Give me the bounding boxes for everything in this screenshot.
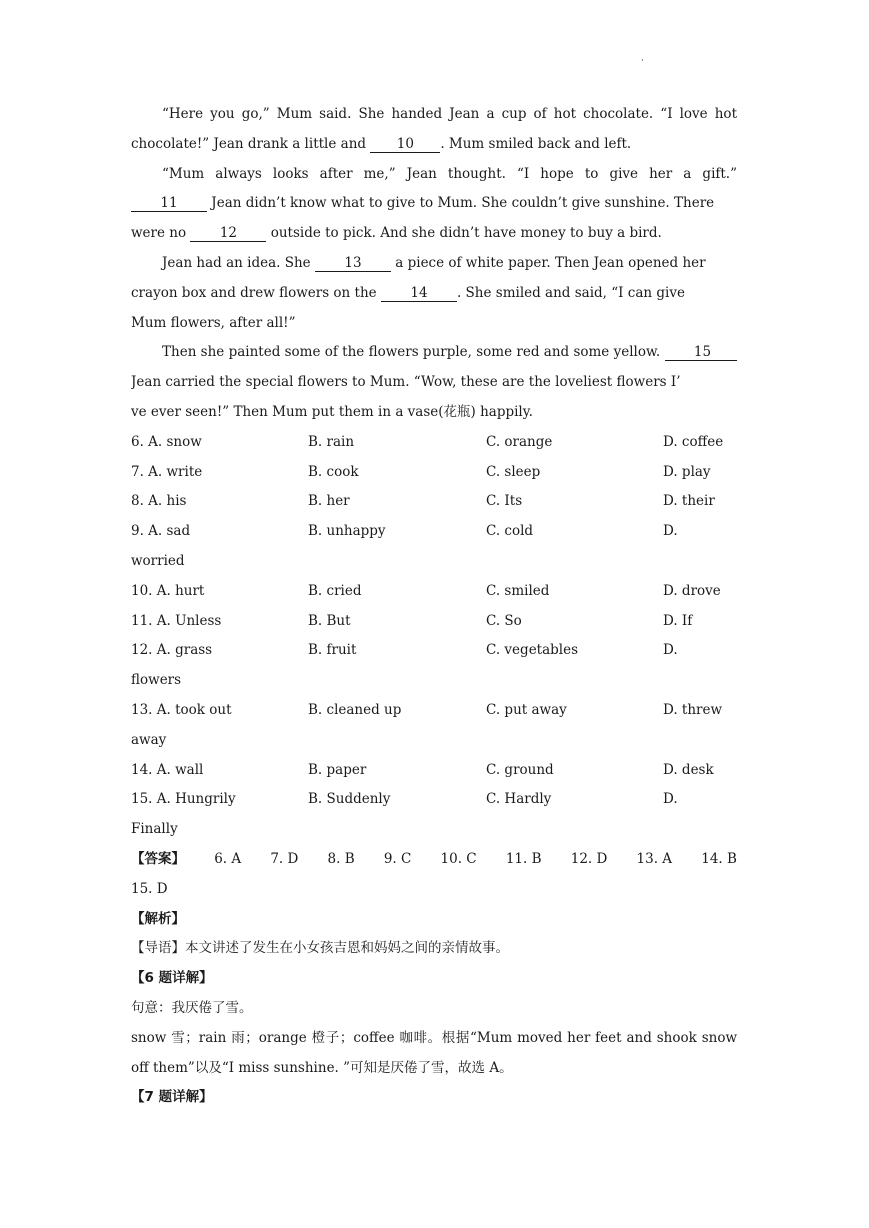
option-b: B. unhappy — [308, 523, 386, 540]
option-row — [131, 636, 737, 666]
option-c: C. put away — [486, 701, 567, 718]
answer-line — [131, 845, 737, 875]
answer-item: 8. B — [327, 850, 355, 867]
answer-item: 11. B — [505, 850, 542, 867]
option-d: D. coffee — [663, 433, 724, 450]
option-b: B. cried — [308, 582, 362, 599]
answer-item: 14. B — [701, 850, 737, 867]
blank-11: 11 — [131, 195, 207, 212]
passage-line: Then she painted some of the flowers purple, some red and some yellow. 15 — [131, 338, 737, 368]
q6-meaning: 句意：我厌倦了雪。 — [131, 999, 253, 1016]
option-b: B. fruit — [308, 642, 357, 659]
blank-13: 13 — [315, 255, 391, 272]
option-row — [131, 428, 737, 458]
blank-14: 14 — [381, 285, 457, 302]
answer-label: 【答案】 — [131, 850, 185, 867]
option-a: 8. A. his — [131, 493, 187, 510]
option-b: B. Suddenly — [308, 791, 391, 808]
option-d: D. their — [663, 493, 715, 510]
option-a: 14. A. wall — [131, 761, 204, 778]
option-row — [131, 577, 737, 607]
option-c: C. ground — [486, 761, 554, 778]
passage-line: “Mum always looks after me,” Jean thought. “I hope to give her a gift.” — [162, 165, 737, 182]
option-b: B. rain — [308, 433, 355, 450]
q6-explanation: off them”以及“I miss sunshine. ”可知是厌倦了雪，故选 A。 — [131, 1059, 513, 1076]
passage-line: were no 12 outside to pick. And she didn’t have money to buy a bird. — [131, 225, 662, 242]
option-a: 7. A. write — [131, 463, 203, 480]
passage-line: Mum flowers, after all!” — [131, 314, 296, 331]
option-a: 13. A. took out — [131, 701, 232, 718]
option-row — [131, 487, 737, 517]
option-b: B. cook — [308, 463, 359, 480]
passage-line: Jean carried the special flowers to Mum. “Wow, these are the loveliest flowers I’ — [131, 374, 681, 391]
option-a: 12. A. grass — [131, 642, 213, 659]
analysis-intro: 【导语】本文讲述了发生在小女孩吉恩和妈妈之间的亲情故事。 — [131, 940, 509, 957]
header-mark: · — [641, 56, 644, 66]
option-c: C. smiled — [486, 582, 550, 599]
q6-title: 【6 题详解】 — [131, 970, 213, 987]
answer-item: 13. A — [636, 850, 673, 867]
answer-item: 12. D — [570, 850, 608, 867]
option-a: 6. A. snow — [131, 433, 202, 450]
blank-10: 10 — [370, 136, 440, 153]
option-d-wrap: flowers — [131, 672, 182, 689]
passage-line: crayon box and drew flowers on the 14 . She smiled and said, “I can give — [131, 284, 685, 301]
option-a: 9. A. sad — [131, 523, 191, 540]
option-a: 10. A. hurt — [131, 582, 205, 599]
option-d: D. — [663, 791, 678, 808]
option-b: B. But — [308, 612, 351, 629]
answer-item: 15. D — [131, 880, 168, 897]
option-d-wrap: away — [131, 731, 167, 748]
option-c: C. orange — [486, 433, 553, 450]
option-b: B. paper — [308, 761, 367, 778]
option-d: D. drove — [663, 582, 721, 599]
passage-line: 11 Jean didn’t know what to give to Mum. She couldn’t give sunshine. There — [131, 189, 737, 219]
option-a: 11. A. Unless — [131, 612, 222, 629]
passage-line: ve ever seen!” Then Mum put them in a vase(花瓶) happily. — [131, 403, 533, 420]
answer-item: 10. C — [440, 850, 477, 867]
option-b: B. her — [308, 493, 350, 510]
option-c: C. Hardly — [486, 791, 552, 808]
blank-15: 15 — [665, 344, 738, 361]
option-row — [131, 785, 737, 815]
option-c: C. Its — [486, 493, 523, 510]
option-c: C. So — [486, 612, 522, 629]
option-d: D. — [663, 523, 678, 540]
option-row — [131, 607, 737, 637]
options-list — [131, 428, 737, 845]
q6-explanation: snow 雪；rain 雨；orange 橙子；coffee 咖啡。根据“Mum moved her feet and shook snow — [131, 1029, 737, 1046]
option-row — [131, 517, 737, 547]
passage-line: “Here you go,” Mum said. She handed Jean a cup of hot chocolate. “I love hot — [162, 106, 737, 122]
option-d: D. play — [663, 463, 711, 480]
option-d-wrap: Finally — [131, 821, 178, 838]
option-d: D. desk — [663, 761, 714, 778]
passage-line: Jean had an idea. She 13 a piece of white paper. Then Jean opened her — [162, 254, 706, 271]
option-row — [131, 458, 737, 488]
option-d-wrap: worried — [131, 552, 185, 569]
option-c: C. sleep — [486, 463, 541, 480]
answer-item: 7. D — [270, 850, 299, 867]
option-row — [131, 756, 737, 786]
passage-line: chocolate!” Jean drank a little and 10 . Mum smiled back and left. — [131, 135, 632, 152]
option-b: B. cleaned up — [308, 701, 402, 718]
analysis-title: 【解析】 — [131, 910, 185, 927]
option-c: C. cold — [486, 523, 534, 540]
option-d: D. If — [663, 612, 693, 629]
content — [131, 100, 737, 1113]
answer-item: 9. C — [383, 850, 412, 867]
q7-title: 【7 题详解】 — [131, 1089, 213, 1106]
option-row — [131, 696, 737, 726]
blank-12: 12 — [190, 225, 266, 242]
option-a: 15. A. Hungrily — [131, 791, 236, 808]
option-c: C. vegetables — [486, 642, 579, 659]
option-d: D. — [663, 642, 678, 659]
option-d: D. threw — [663, 701, 723, 718]
answer-item: 6. A — [214, 850, 242, 867]
